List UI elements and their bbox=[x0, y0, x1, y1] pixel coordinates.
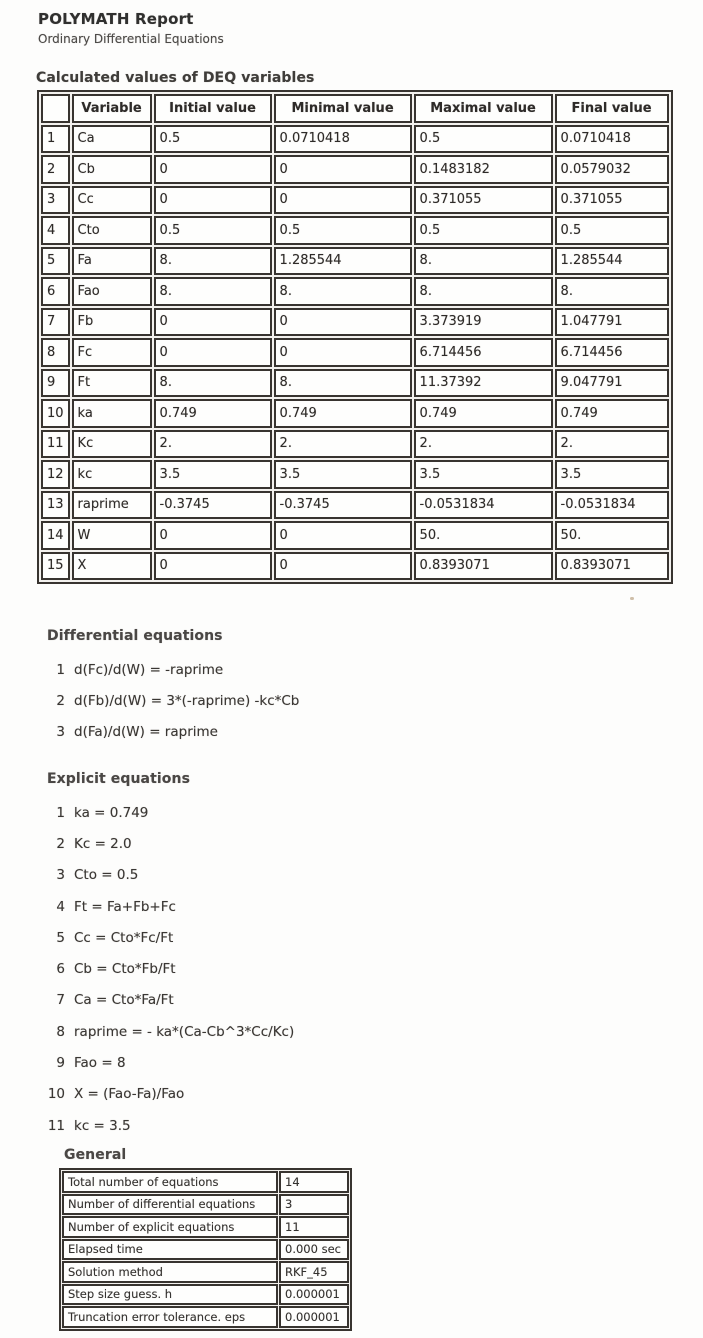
value-cell: 0.8393071 bbox=[555, 552, 669, 581]
value-cell: Cc bbox=[72, 186, 152, 215]
row-index-cell: 13 bbox=[41, 491, 70, 520]
value-cell: 0 bbox=[274, 552, 412, 581]
value-cell: 9.047791 bbox=[555, 369, 669, 398]
value-cell: 8. bbox=[274, 277, 412, 306]
row-index-cell: 8 bbox=[41, 338, 70, 367]
general-value-cell: 0.000 sec bbox=[279, 1239, 349, 1261]
general-label-cell: Number of differential equations bbox=[62, 1194, 278, 1216]
scan-artifact-dot bbox=[630, 597, 634, 600]
value-cell: W bbox=[72, 521, 152, 550]
value-cell: 8. bbox=[154, 369, 272, 398]
value-cell: 0 bbox=[154, 552, 272, 581]
equation-number: 9 bbox=[56, 1055, 65, 1072]
equation-line bbox=[44, 953, 294, 984]
equation-text: d(Fc)/d(W) = -raprime bbox=[74, 661, 224, 678]
row-index-cell: 10 bbox=[41, 399, 70, 428]
general-value-cell: 3 bbox=[279, 1194, 349, 1216]
table-row bbox=[41, 247, 669, 276]
value-cell: 11.37392 bbox=[414, 369, 553, 398]
value-cell: 8. bbox=[414, 277, 553, 306]
value-cell: 1.285544 bbox=[274, 247, 412, 276]
value-cell: 0 bbox=[274, 338, 412, 367]
value-cell: 3.5 bbox=[274, 460, 412, 489]
general-value-cell: 0.000001 bbox=[279, 1284, 349, 1306]
value-cell: 0.371055 bbox=[555, 186, 669, 215]
value-cell: 2. bbox=[274, 430, 412, 459]
value-cell: 0.5 bbox=[414, 216, 553, 245]
value-cell: Fb bbox=[72, 308, 152, 337]
row-index-cell: 12 bbox=[41, 460, 70, 489]
row-index-cell: 9 bbox=[41, 369, 70, 398]
table-row bbox=[41, 460, 669, 489]
table-header-row bbox=[41, 94, 669, 123]
general-row bbox=[62, 1194, 349, 1216]
general-label-cell: Solution method bbox=[62, 1261, 278, 1283]
column-header: Initial value bbox=[154, 94, 272, 123]
equation-line bbox=[44, 1047, 294, 1078]
equation-line bbox=[44, 654, 299, 685]
general-value-cell: 0.000001 bbox=[279, 1306, 349, 1328]
value-cell: 50. bbox=[555, 521, 669, 550]
table-row bbox=[41, 430, 669, 459]
differential-equations-list bbox=[44, 654, 299, 748]
explicit-equations-list bbox=[44, 797, 294, 1141]
value-cell: Ca bbox=[72, 125, 152, 154]
value-cell: 0.749 bbox=[414, 399, 553, 428]
value-cell: X bbox=[72, 552, 152, 581]
corner-header-cell bbox=[41, 94, 70, 123]
value-cell: 0.0579032 bbox=[555, 155, 669, 184]
value-cell: Cb bbox=[72, 155, 152, 184]
value-cell: 0 bbox=[154, 155, 272, 184]
value-cell: Kc bbox=[72, 430, 152, 459]
equation-number: 2 bbox=[56, 692, 65, 709]
value-cell: -0.0531834 bbox=[555, 491, 669, 520]
equation-number: 2 bbox=[56, 835, 65, 852]
value-cell: 0.5 bbox=[154, 125, 272, 154]
value-cell: 0.749 bbox=[154, 399, 272, 428]
value-cell: 50. bbox=[414, 521, 553, 550]
page-subtitle: Ordinary Differential Equations bbox=[38, 32, 224, 46]
general-value-cell: 14 bbox=[279, 1171, 349, 1193]
column-header: Minimal value bbox=[274, 94, 412, 123]
general-table-body bbox=[62, 1171, 349, 1328]
value-cell: 0.749 bbox=[274, 399, 412, 428]
equation-text: Cb = Cto*Fb/Ft bbox=[74, 961, 176, 978]
table-row bbox=[41, 277, 669, 306]
row-index-cell: 1 bbox=[41, 125, 70, 154]
equation-text: Fao = 8 bbox=[74, 1055, 126, 1072]
equation-text: X = (Fao-Fa)/Fao bbox=[74, 1086, 185, 1103]
table-row bbox=[41, 338, 669, 367]
value-cell: 0 bbox=[154, 338, 272, 367]
row-index-cell: 11 bbox=[41, 430, 70, 459]
deq-values-table bbox=[37, 90, 673, 584]
row-index-cell: 14 bbox=[41, 521, 70, 550]
equation-number: 5 bbox=[56, 929, 65, 946]
general-row bbox=[62, 1171, 349, 1193]
equation-text: Ca = Cto*Fa/Ft bbox=[74, 992, 174, 1009]
value-cell: 0.5 bbox=[274, 216, 412, 245]
value-cell: 8. bbox=[154, 247, 272, 276]
equation-line bbox=[44, 685, 299, 716]
row-index-cell: 7 bbox=[41, 308, 70, 337]
equation-line bbox=[44, 1016, 294, 1047]
equation-number: 3 bbox=[56, 724, 65, 741]
row-index-cell: 6 bbox=[41, 277, 70, 306]
general-section-title: General bbox=[64, 1147, 127, 1163]
value-cell: 8. bbox=[555, 277, 669, 306]
value-cell: 0.5 bbox=[414, 125, 553, 154]
value-cell: Fao bbox=[72, 277, 152, 306]
value-cell: 3.5 bbox=[414, 460, 553, 489]
value-cell: ka bbox=[72, 399, 152, 428]
equation-number: 6 bbox=[56, 961, 65, 978]
value-cell: 1.285544 bbox=[555, 247, 669, 276]
equation-number: 8 bbox=[56, 1023, 65, 1040]
equation-line bbox=[44, 717, 299, 748]
value-cell: 0.371055 bbox=[414, 186, 553, 215]
value-cell: 3.373919 bbox=[414, 308, 553, 337]
value-cell: 0.0710418 bbox=[274, 125, 412, 154]
general-value-cell: 11 bbox=[279, 1216, 349, 1238]
value-cell: 3.5 bbox=[555, 460, 669, 489]
row-index-cell: 2 bbox=[41, 155, 70, 184]
value-cell: 8. bbox=[274, 369, 412, 398]
value-cell: 0 bbox=[274, 155, 412, 184]
table-row bbox=[41, 369, 669, 398]
value-cell: 1.047791 bbox=[555, 308, 669, 337]
general-row bbox=[62, 1239, 349, 1261]
value-cell: Fc bbox=[72, 338, 152, 367]
value-cell: 0 bbox=[274, 186, 412, 215]
general-value-cell: RKF_45 bbox=[279, 1261, 349, 1283]
table-row bbox=[41, 552, 669, 581]
equation-number: 3 bbox=[56, 867, 65, 884]
value-cell: Ft bbox=[72, 369, 152, 398]
value-cell: 8. bbox=[414, 247, 553, 276]
equation-number: 10 bbox=[47, 1086, 65, 1103]
differential-equations-title: Differential equations bbox=[47, 628, 223, 644]
equation-text: Cto = 0.5 bbox=[74, 867, 139, 884]
equation-line bbox=[44, 828, 294, 859]
equation-text: d(Fb)/d(W) = 3*(-raprime) -kc*Cb bbox=[74, 692, 300, 709]
column-header: Variable bbox=[72, 94, 152, 123]
equation-number: 11 bbox=[47, 1117, 65, 1134]
table-row bbox=[41, 125, 669, 154]
value-cell: -0.3745 bbox=[274, 491, 412, 520]
equation-text: kc = 3.5 bbox=[74, 1117, 131, 1134]
table-row bbox=[41, 216, 669, 245]
equation-line bbox=[44, 922, 294, 953]
row-index-cell: 5 bbox=[41, 247, 70, 276]
equation-text: raprime = - ka*(Ca-Cb^3*Cc/Kc) bbox=[74, 1023, 295, 1040]
value-cell: Fa bbox=[72, 247, 152, 276]
value-cell: 0.5 bbox=[154, 216, 272, 245]
table-row bbox=[41, 399, 669, 428]
general-info-table bbox=[59, 1168, 352, 1331]
equation-number: 7 bbox=[56, 992, 65, 1009]
equation-line bbox=[44, 797, 294, 828]
general-label-cell: Step size guess. h bbox=[62, 1284, 278, 1306]
equation-line bbox=[44, 985, 294, 1016]
general-label-cell: Truncation error tolerance. eps bbox=[62, 1306, 278, 1328]
general-label-cell: Number of explicit equations bbox=[62, 1216, 278, 1238]
value-cell: 2. bbox=[414, 430, 553, 459]
equation-text: Ft = Fa+Fb+Fc bbox=[74, 898, 176, 915]
general-label-cell: Elapsed time bbox=[62, 1239, 278, 1261]
value-cell: 2. bbox=[154, 430, 272, 459]
equation-number: 4 bbox=[56, 898, 65, 915]
equation-number: 1 bbox=[56, 661, 65, 678]
table-row bbox=[41, 521, 669, 550]
equation-text: Cc = Cto*Fc/Ft bbox=[74, 929, 174, 946]
general-label-cell: Total number of equations bbox=[62, 1171, 278, 1193]
value-cell: 0.749 bbox=[555, 399, 669, 428]
table-row bbox=[41, 308, 669, 337]
equation-number: 1 bbox=[56, 804, 65, 821]
deq-table-body bbox=[41, 125, 669, 581]
value-cell: 6.714456 bbox=[414, 338, 553, 367]
explicit-equations-title: Explicit equations bbox=[47, 771, 191, 787]
general-row bbox=[62, 1261, 349, 1283]
general-row bbox=[62, 1216, 349, 1238]
equation-line bbox=[44, 1079, 294, 1110]
page-title: POLYMATH Report bbox=[38, 10, 194, 28]
equation-text: ka = 0.749 bbox=[74, 804, 149, 821]
value-cell: 0 bbox=[154, 186, 272, 215]
general-row bbox=[62, 1306, 349, 1328]
column-header: Final value bbox=[555, 94, 669, 123]
value-cell: 0 bbox=[274, 521, 412, 550]
value-cell: raprime bbox=[72, 491, 152, 520]
value-cell: 0 bbox=[154, 521, 272, 550]
table-row bbox=[41, 155, 669, 184]
equation-text: Kc = 2.0 bbox=[74, 835, 132, 852]
value-cell: 2. bbox=[555, 430, 669, 459]
value-cell: 6.714456 bbox=[555, 338, 669, 367]
value-cell: -0.0531834 bbox=[414, 491, 553, 520]
value-cell: 0 bbox=[274, 308, 412, 337]
row-index-cell: 3 bbox=[41, 186, 70, 215]
value-cell: 0.8393071 bbox=[414, 552, 553, 581]
value-cell: 0 bbox=[154, 308, 272, 337]
equation-text: d(Fa)/d(W) = raprime bbox=[74, 724, 218, 741]
table-row bbox=[41, 491, 669, 520]
value-cell: 8. bbox=[154, 277, 272, 306]
value-cell: 0.1483182 bbox=[414, 155, 553, 184]
value-cell: -0.3745 bbox=[154, 491, 272, 520]
deq-table-title: Calculated values of DEQ variables bbox=[36, 70, 315, 86]
column-header: Maximal value bbox=[414, 94, 553, 123]
general-row bbox=[62, 1284, 349, 1306]
equation-line bbox=[44, 860, 294, 891]
row-index-cell: 15 bbox=[41, 552, 70, 581]
equation-line bbox=[44, 891, 294, 922]
value-cell: 3.5 bbox=[154, 460, 272, 489]
value-cell: kc bbox=[72, 460, 152, 489]
value-cell: 0.5 bbox=[555, 216, 669, 245]
report-header bbox=[38, 10, 224, 46]
table-row bbox=[41, 186, 669, 215]
row-index-cell: 4 bbox=[41, 216, 70, 245]
equation-line bbox=[44, 1110, 294, 1141]
value-cell: 0.0710418 bbox=[555, 125, 669, 154]
value-cell: Cto bbox=[72, 216, 152, 245]
